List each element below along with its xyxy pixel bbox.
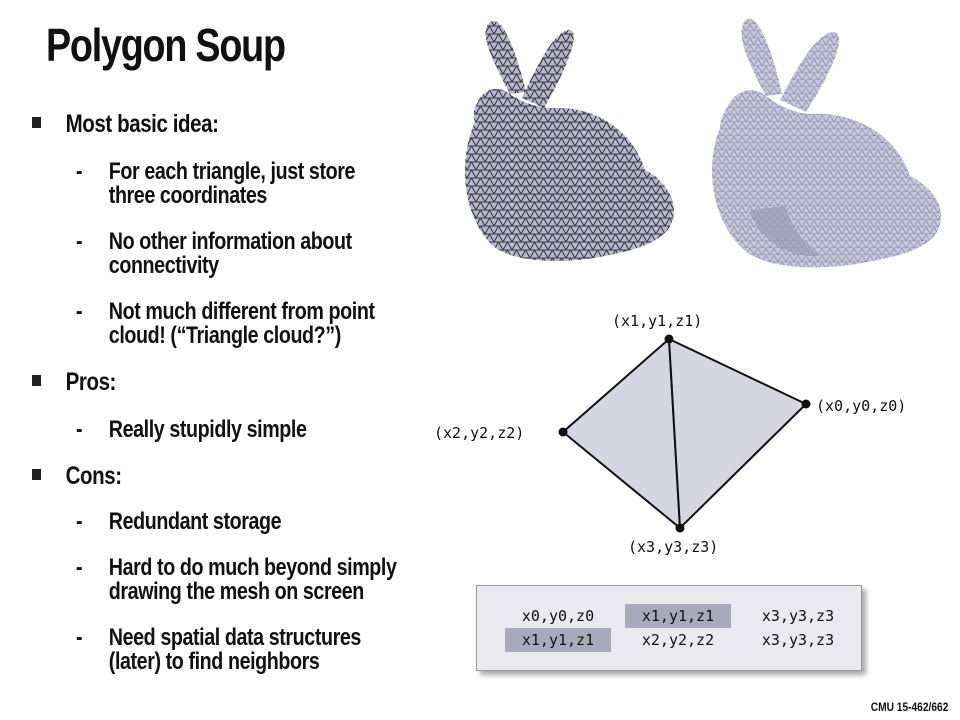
vertex-3-label: (x3,y3,z3) [628, 538, 719, 556]
triangle-face-a [563, 339, 680, 528]
table-cell: x2,y2,z2 [641, 631, 715, 649]
dash-bullet-icon: - [76, 554, 83, 581]
dash-bullet-icon: - [76, 228, 83, 255]
dash-bullet-icon: - [76, 416, 83, 443]
vertex-2-point [559, 428, 568, 437]
dash-bullet-icon: - [76, 624, 83, 651]
dash-bullet-icon: - [76, 298, 83, 325]
bullet-pros: Pros: [32, 368, 116, 397]
course-footer: CMU 15-462/662 [870, 700, 948, 714]
table-cell: x3,y3,z3 [761, 607, 835, 625]
triangle-face-b [669, 339, 806, 528]
bullet-most-basic-idea: Most basic idea: [32, 110, 219, 139]
dash-bullet-icon: - [76, 158, 83, 185]
dash-bullet-icon: - [76, 508, 83, 535]
vertex-0-point [802, 400, 811, 409]
table-cell: x3,y3,z3 [761, 631, 835, 649]
table-cell-highlighted: x1,y1,z1 [625, 604, 731, 628]
bullet-list: Most basic idea: - For each triangle, just store three coordinates - No other information about connectivity - Not much different from point cloud! (“Triangle cloud?”) Pros: - Really stupidly simple Cons: - Redundant storage - Hard to do much beyond simply drawing the mesh on screen - Need spatial data structures (later) to find neighbors [0, 0, 470, 720]
slide-title: Polygon Soup [46, 19, 285, 71]
vertex-3-point [676, 524, 685, 533]
vertex-1-point [665, 335, 674, 344]
vertex-0-label: (x0,y0,z0) [816, 397, 907, 415]
triangle-table [476, 585, 862, 671]
vertex-1-label: (x1,y1,z1) [612, 312, 703, 330]
table-cell: x0,y0,z0 [521, 607, 595, 625]
bullet-cons: Cons: [32, 462, 122, 491]
vertex-2-label: (x2,y2,z2) [434, 424, 525, 442]
table-cell-highlighted: x1,y1,z1 [505, 628, 611, 652]
